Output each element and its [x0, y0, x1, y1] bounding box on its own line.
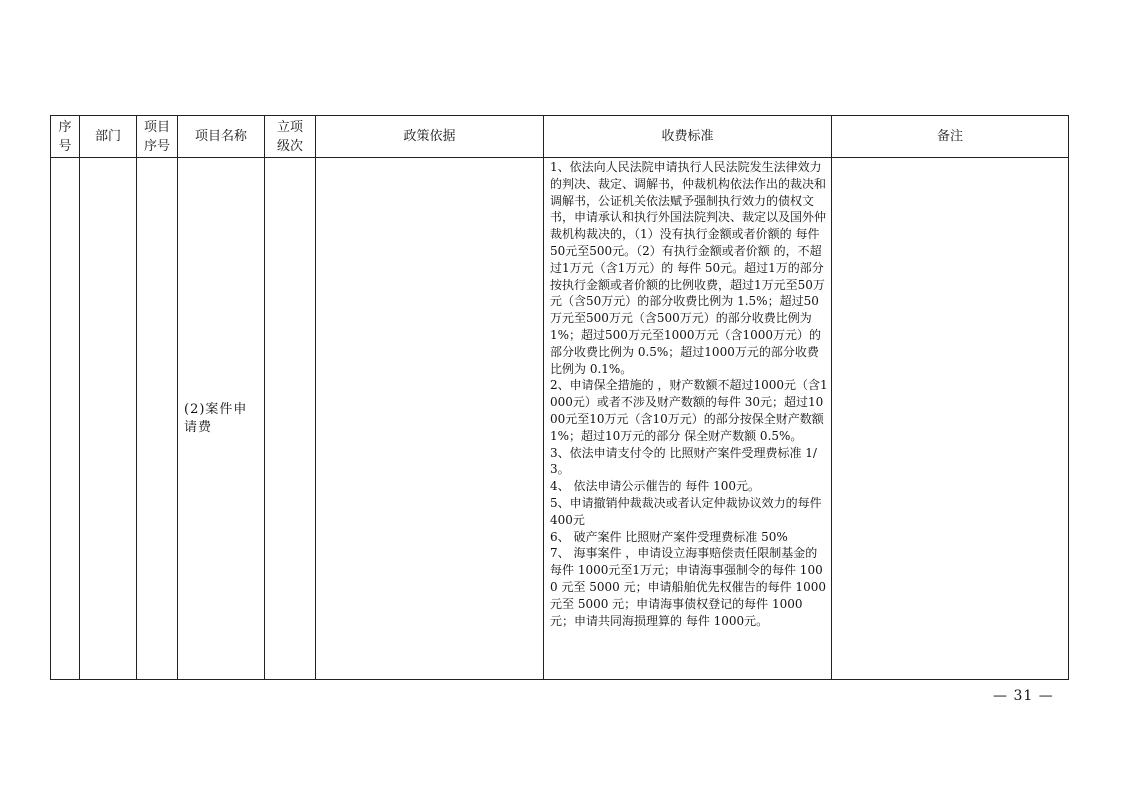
- fee-standard-clause-1: 1、依法向人民法院申请执行人民法院发生法律效力的判决、裁定、调解书，仲裁机构依法作出的裁决和调解书，公证机关依法赋予强制执行效力的债权文书，申请承认和执行外国法院判决、裁定以及国外仲裁机构裁决的，（1）没有执行金额或者价额的 每件 50元至500元。（2）有执行金额或者价额 的，不超过1万元（含1万元）的 每件 50元。超过1万的部分按执行金额或者价额的比例收费，超过1万元至50万元（含50万元）的部分收费比例为 1.5%；超过50万元至500万元（含500万元）的部分收费比例为 1%；超过500万元至1000万元（含1000万元）的部分收费比例为 0.5%；超过1000万元的部分收费比例为 0.1%。: [550, 160, 827, 376]
- page-number: — 31 —: [993, 688, 1054, 704]
- fee-standard-clause-4: 4、 依法申请公示催告的 每件 100元。: [550, 479, 760, 494]
- cell-seq: [51, 158, 80, 680]
- fee-standard-clause-7: 7、 海事案件 ，申请设立海事赔偿责任限制基金的每件 1000元至1万元；申请海事强制令的每件 1000 元至 5000 元；申请船舶优先权催告的每件 1000 元至 5000 元；申请海事债权登记的每件 1000 元；申请共同海损理算的 每件 1000元。: [550, 546, 826, 628]
- cell-level: [265, 158, 316, 680]
- header-dept: 部门: [80, 116, 137, 158]
- header-remark: 备注: [832, 116, 1069, 158]
- header-standard: 收费标准: [544, 116, 832, 158]
- cell-remark: [832, 158, 1069, 680]
- cell-policy: [316, 158, 544, 680]
- header-item-name: 项目名称: [178, 116, 265, 158]
- fee-standard-clause-5: 5、申请撤销仲裁裁决或者认定仲裁协议效力的每件 400元: [550, 495, 822, 527]
- cell-fee-standard: [544, 158, 832, 680]
- fee-standard-clause-6: 6、 破产案件 比照财产案件受理费标准 50%: [550, 529, 788, 544]
- header-level: 立项 级次: [265, 116, 316, 158]
- cell-item-name: (2)案件申请费: [178, 158, 265, 680]
- header-seq: 序 号: [51, 116, 80, 158]
- table-header-row: [51, 116, 1069, 158]
- table-row: [51, 158, 1069, 680]
- fee-standard-clause-3: 3、依法申请支付令的 比照财产案件受理费标准 1/3。: [550, 445, 817, 477]
- fee-table: [50, 115, 1069, 680]
- fee-standard-clause-2: 2、申请保全措施的 ，财产数额不超过1000元（含1000元）或者不涉及财产数额的每件 30元；超过1000元至10万元（含10万元）的部分按保全财产数额 1%；超过10万元的部分 保全财产数额 0.5%。: [550, 378, 828, 443]
- header-policy: 政策依据: [316, 116, 544, 158]
- cell-item-seq: [137, 158, 178, 680]
- header-item-seq: 项目 序号: [137, 116, 178, 158]
- cell-dept: [80, 158, 137, 680]
